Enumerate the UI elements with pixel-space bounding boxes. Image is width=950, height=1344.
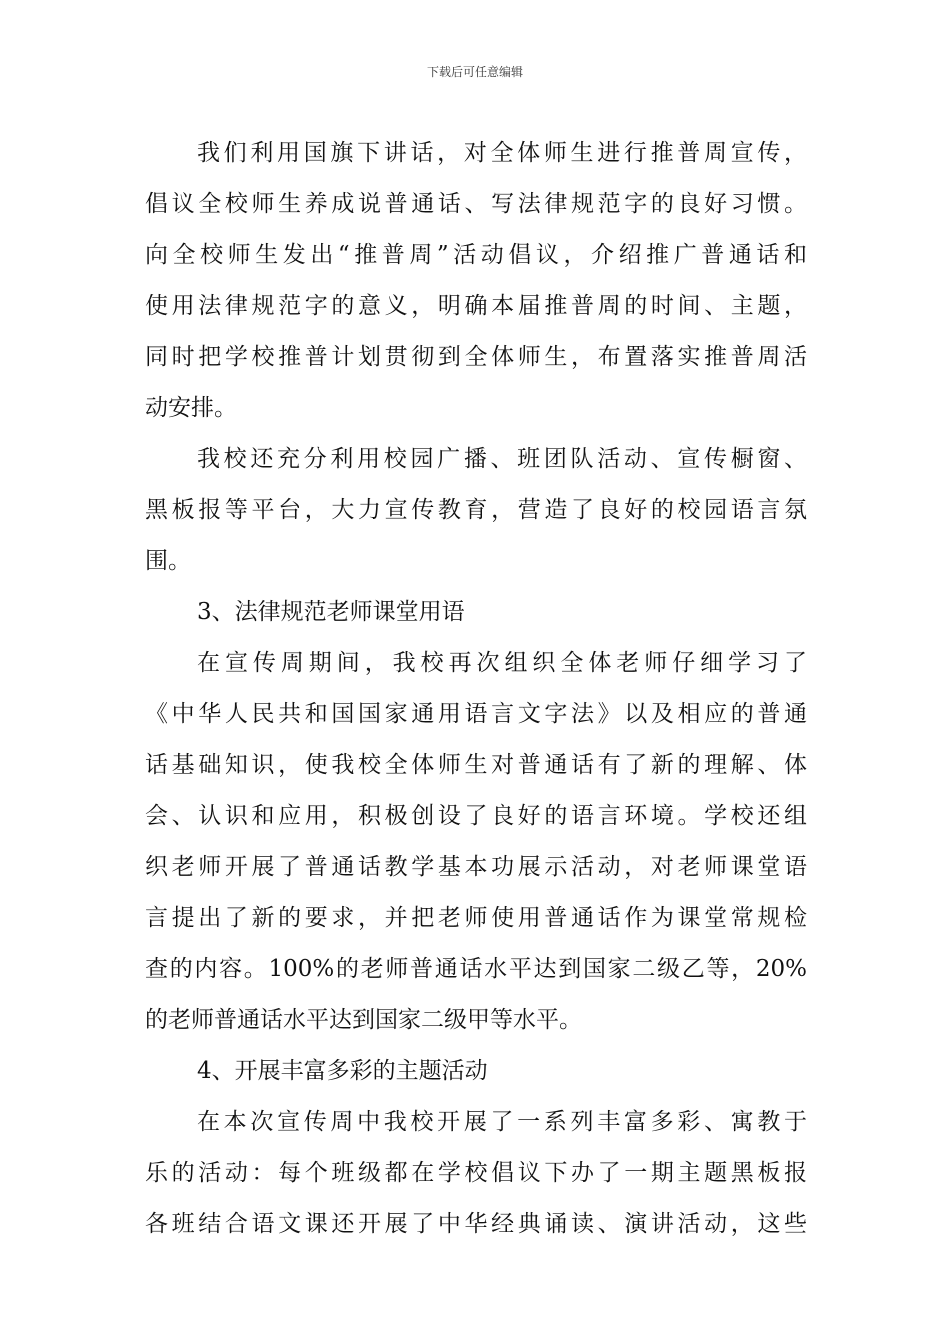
paragraph-line: 的老师普通话水平达到国家二级甲等水平。 — [145, 1007, 582, 1033]
paragraph-line: 查的内容。100%的老师普通话水平达到国家二级乙等，20% — [145, 956, 807, 982]
section-heading: 4、开展丰富多彩的主题活动 — [197, 1058, 488, 1084]
paragraph-line: 向全校师生发出“推普周”活动倡议，介绍推广普通话和 — [145, 242, 807, 268]
paragraph-line: 《中华人民共和国国家通用语言文字法》以及相应的普通 — [145, 701, 807, 727]
paragraph-line: 我们利用国旗下讲话，对全体师生进行推普周宣传， — [197, 140, 807, 166]
paragraph-line: 同时把学校推普计划贯彻到全体师生，布置落实推普周活 — [145, 344, 807, 370]
paragraph-line: 各班结合语文课还开展了中华经典诵读、演讲活动，这些 — [145, 1211, 807, 1237]
paragraph-line: 倡议全校师生养成说普通话、写法律规范字的良好习惯。 — [145, 191, 807, 217]
paragraph-line: 在宣传周期间，我校再次组织全体老师仔细学习了 — [197, 650, 807, 676]
paragraph-line: 使用法律规范字的意义，明确本届推普周的时间、主题， — [145, 293, 807, 319]
paragraph-line: 我校还充分利用校园广播、班团队活动、宣传橱窗、 — [197, 446, 807, 472]
paragraph-line: 动安排。 — [145, 395, 237, 421]
paragraph-line: 会、认识和应用，积极创设了良好的语言环境。学校还组 — [145, 803, 807, 829]
paragraph-line: 在本次宣传周中我校开展了一系列丰富多彩、寓教于 — [197, 1109, 807, 1135]
section-heading: 3、法律规范老师课堂用语 — [197, 599, 465, 625]
paragraph-line: 乐的活动：每个班级都在学校倡议下办了一期主题黑板报 — [145, 1160, 807, 1186]
document-body — [145, 128, 807, 1250]
paragraph-line: 围。 — [145, 548, 191, 574]
paragraph-line: 织老师开展了普通话教学基本功展示活动，对老师课堂语 — [145, 854, 807, 880]
paragraph-line: 言提出了新的要求，并把老师使用普通话作为课堂常规检 — [145, 905, 807, 931]
paragraph-line: 话基础知识，使我校全体师生对普通话有了新的理解、体 — [145, 752, 807, 778]
page-header-note: 下载后可任意编辑 — [426, 65, 523, 79]
paragraph-line: 黑板报等平台，大力宣传教育，营造了良好的校园语言氛 — [145, 497, 807, 523]
